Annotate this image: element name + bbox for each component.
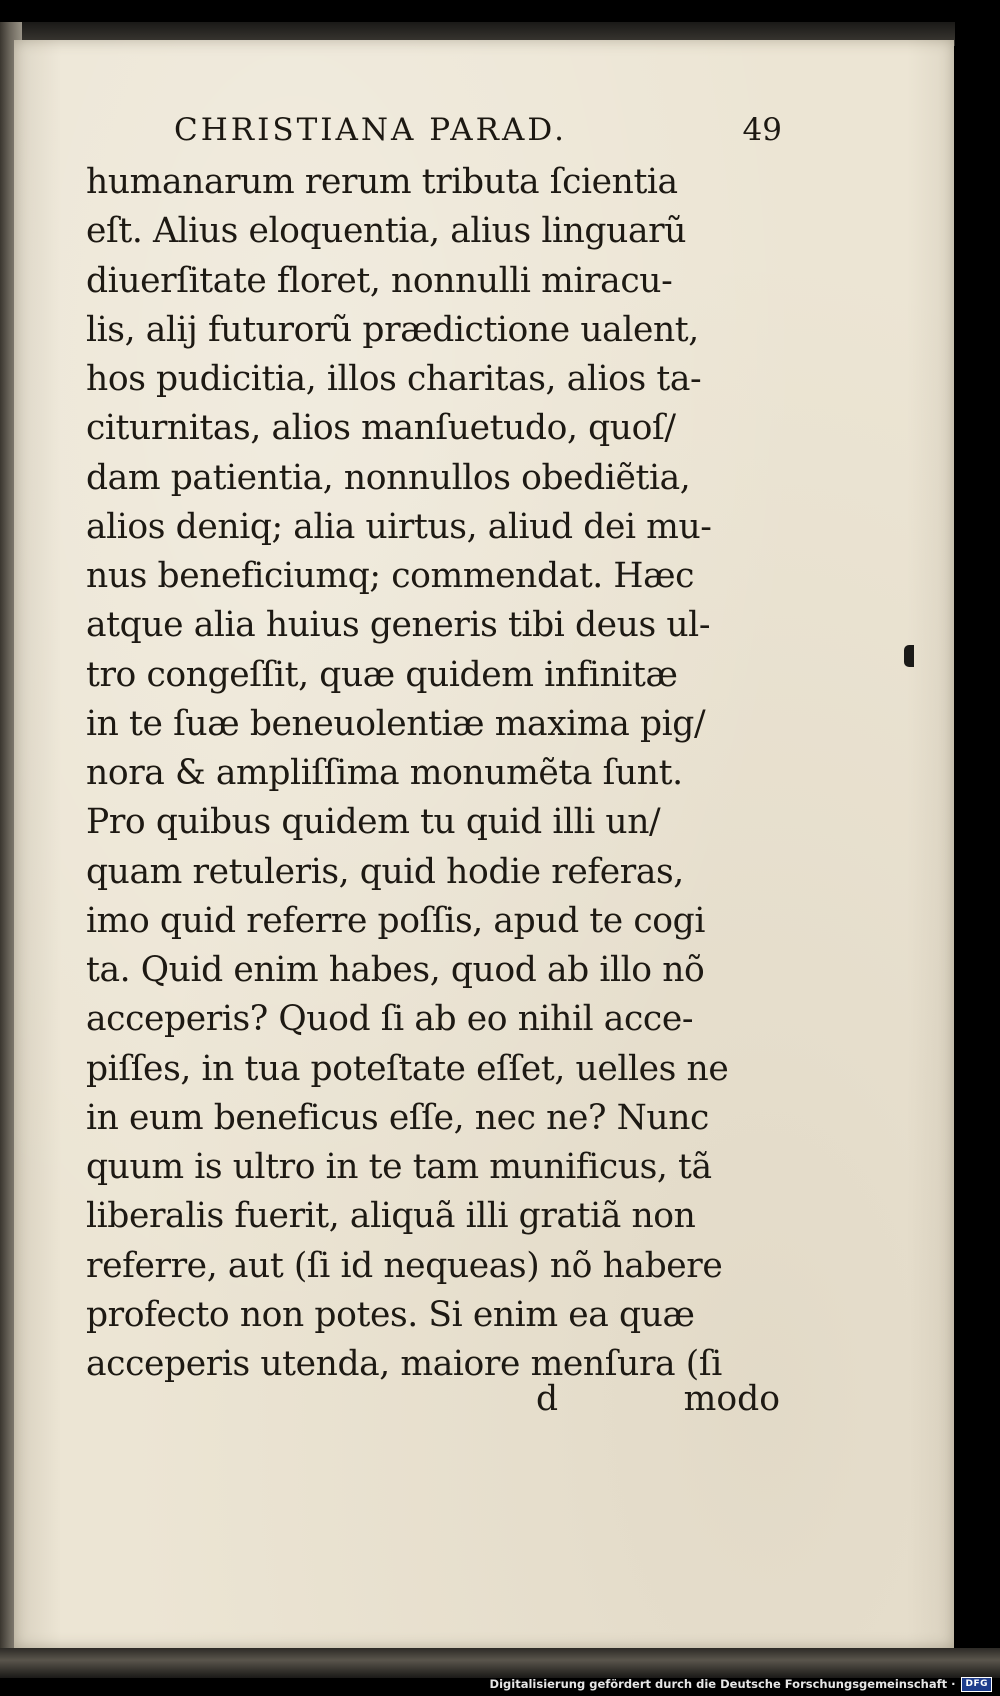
signature-letter: d	[536, 1379, 559, 1419]
text-line: alios deniq; alia uirtus, aliud dei mu-	[86, 506, 712, 547]
text-line: acceperis? Quod ſi ab eo nihil acce-	[86, 999, 694, 1040]
credit-text: Digitalisierung gefördert durch die Deutsche Forschungsgemeinschaft ·	[489, 1677, 956, 1691]
text-line: tro congeſſit, quæ quidem infinitæ	[86, 654, 678, 695]
running-head	[156, 112, 796, 156]
text-line: humanarum rerum tributa ſcientia	[86, 162, 678, 202]
text-line: nus beneficiumq; commendat. Hæc	[86, 556, 695, 596]
text-line: profecto non potes. Si enim ea quæ	[86, 1294, 695, 1335]
text-line: dam patientia, nonnullos obediẽtia,	[86, 457, 691, 498]
text-line: eſt. Alius eloquentia, alius linguarũ	[86, 211, 687, 252]
text-line: piſſes, in tua poteſtate eſſet, uelles ne	[86, 1048, 729, 1089]
text-line: quam retuleris, quid hodie referas,	[86, 851, 684, 892]
text-line: lis, alij futurorũ prædictione ualent,	[86, 309, 699, 350]
page-tab-marker	[904, 645, 914, 667]
dfg-logo: DFG	[961, 1677, 992, 1692]
text-line: liberalis fuerit, aliquã illi gratiã non	[86, 1196, 696, 1237]
text-line: quum is ultro in te tam munificus, tã	[86, 1147, 712, 1187]
text-line: imo quid referre poſſis, apud te cogi	[86, 900, 705, 941]
text-line: in eum beneficus eſſe, nec ne? Nunc	[86, 1097, 709, 1138]
page-number: 49	[742, 112, 782, 148]
catchword-line	[86, 1379, 786, 1429]
digitization-credit	[490, 1674, 992, 1694]
running-title: CHRISTIANA PARAD.	[174, 112, 567, 148]
catchword: modo	[683, 1379, 780, 1419]
text-line: citurnitas, alios manſuetudo, quoſ/	[86, 408, 676, 449]
text-line: atque alia huius generis tibi deus ul-	[86, 605, 711, 646]
text-line: Pro quibus quidem tu quid illi un/	[86, 802, 661, 843]
text-line: in te ſuæ beneuolentiæ maxima pig/	[86, 703, 706, 744]
text-line: ta. Quid enim habes, quod ab illo nõ	[86, 950, 705, 990]
text-line: hos pudicitia, illos charitas, alios ta-	[86, 359, 702, 399]
text-line: nora & ampliſſima monumẽta ſunt.	[86, 753, 683, 793]
text-line: acceperis utenda, maiore menſura (ſi	[86, 1344, 722, 1384]
body-text	[86, 158, 786, 1389]
text-line: diuerſitate floret, nonnulli miracu-	[86, 260, 673, 301]
text-line: referre, aut (ſi id nequeas) nõ habere	[86, 1245, 723, 1286]
